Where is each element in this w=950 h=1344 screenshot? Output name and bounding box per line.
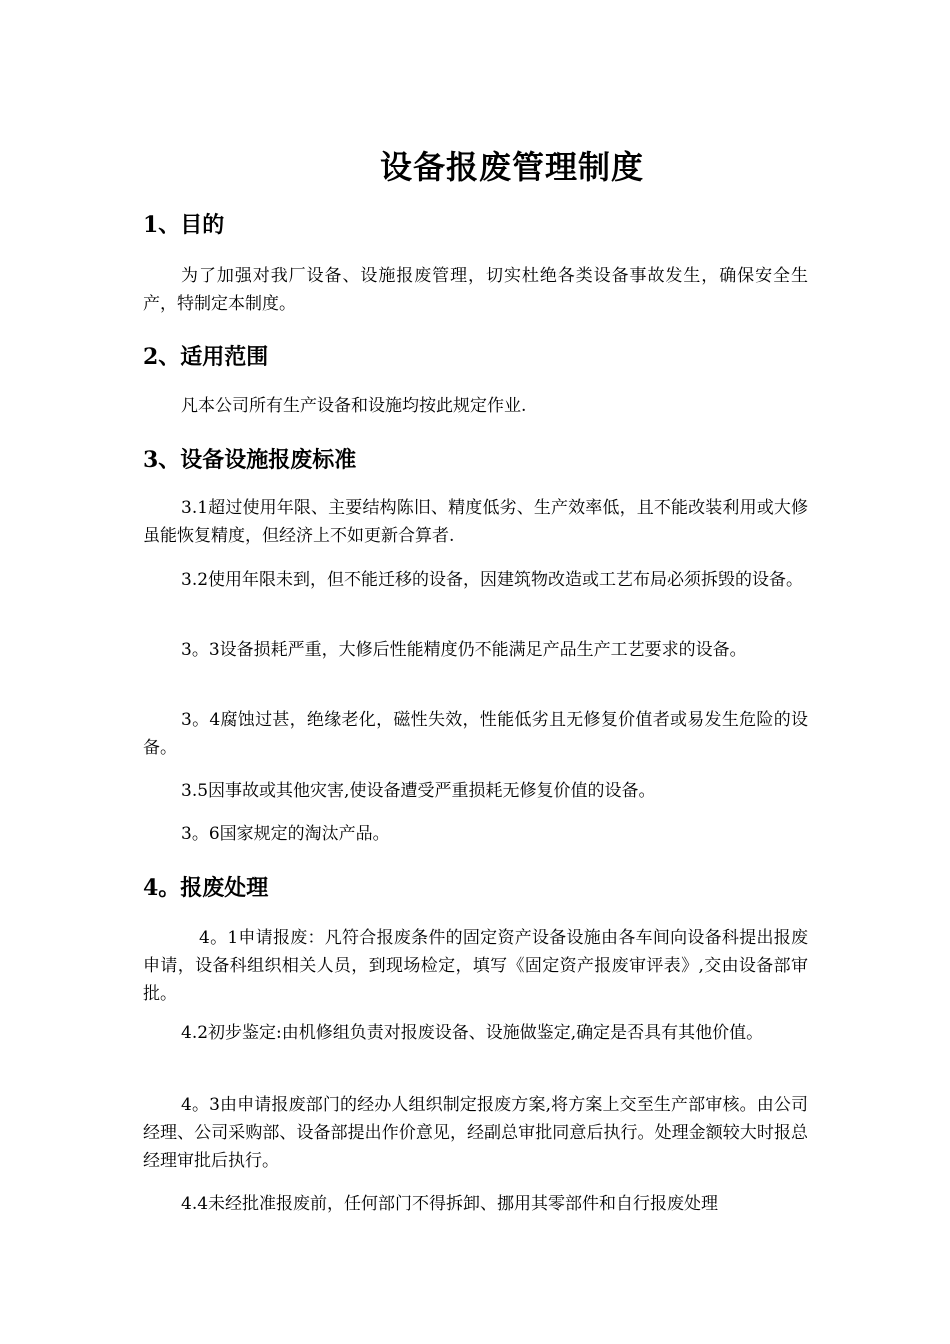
paragraph: 3。4腐蚀过甚，绝缘老化，磁性失效，性能低劣且无修复价值者或易发生危险的设备。 <box>143 710 808 758</box>
section-heading: 4。报废处理 <box>143 875 269 901</box>
paragraph: 3.5因事故或其他灾害,使设备遭受严重损耗无修复价值的设备。 <box>181 781 656 801</box>
paragraph: 凡本公司所有生产设备和设施均按此规定作业. <box>181 396 527 416</box>
paragraph: 4。3由申请报废部门的经办人组织制定报废方案,将方案上交至生产部审核。由公司经理、公司采购部、设备部提出作价意见，经副总审批同意后执行。处理金额较大时报总经理审批后执行。 <box>143 1095 808 1171</box>
paragraph: 3.2使用年限未到，但不能迁移的设备，因建筑物改造或工艺布局必须拆毁的设备。 <box>181 570 804 590</box>
section-heading: 3、设备设施报废标准 <box>143 447 357 473</box>
paragraph: 4。1申请报废：凡符合报废条件的固定资产设备设施由各车间向设备科提出报废申请，设备科组织相关人员，到现场检定，填写《固定资产报废审评表》,交由设备部审批。 <box>143 928 808 1004</box>
paragraph: 为了加强对我厂设备、设施报废管理，切实杜绝各类设备事故发生，确保安全生产，特制定本制度。 <box>143 266 808 314</box>
paragraph: 4.2初步鉴定:由机修组负责对报废设备、设施做鉴定,确定是否具有其他价值。 <box>181 1023 764 1043</box>
section-heading: 2、适用范围 <box>143 344 269 370</box>
paragraph: 4.4未经批准报废前，任何部门不得拆卸、挪用其零部件和自行报废处理 <box>181 1194 719 1214</box>
section-heading: 1、目的 <box>143 212 225 238</box>
paragraph: 3。3设备损耗严重，大修后性能精度仍不能满足产品生产工艺要求的设备。 <box>181 640 747 660</box>
document-title: 设备报废管理制度 <box>379 148 644 186</box>
paragraph: 3。6国家规定的淘汰产品。 <box>181 824 390 844</box>
paragraph: 3.1超过使用年限、主要结构陈旧、精度低劣、生产效率低，且不能改装利用或大修虽能恢复精度，但经济上不如更新合算者. <box>143 498 808 546</box>
